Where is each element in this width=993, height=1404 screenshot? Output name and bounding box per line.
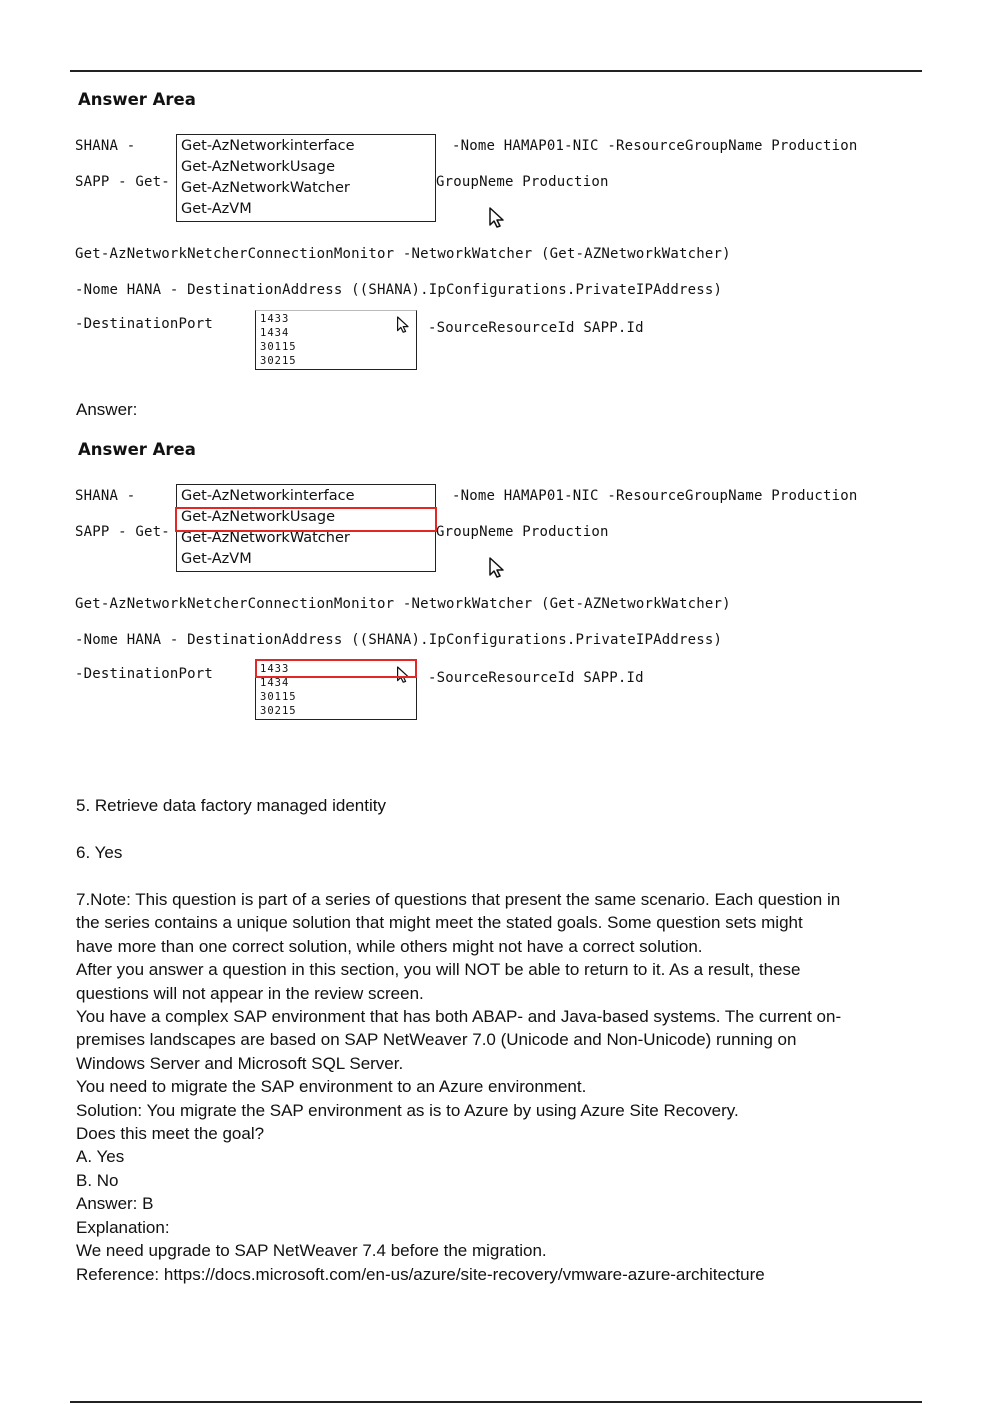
q7-explanation: We need upgrade to SAP NetWeaver 7.4 before the migration. [76,1241,547,1261]
q7-line: questions will not appear in the review screen. [76,983,424,1003]
q7-explanation-label: Explanation: [76,1217,170,1237]
answer-area-title: Answer Area [78,90,196,109]
port-option[interactable]: 1434 [260,677,290,689]
item-6: 6. Yes [76,843,123,862]
dropdown-option-selected[interactable]: Get-AzNetworkUsage [181,509,336,525]
q7-line: You need to migrate the SAP environment to an Azure environment. [76,1077,587,1097]
port-option-selected[interactable]: 1433 [260,663,290,675]
question-7 [76,888,841,1286]
port-dropdown[interactable] [255,660,417,720]
bottom-rule [70,1401,922,1403]
name-line: -Nome HANA - DestinationAddress ((SHANA).IpConfigurations.PrivateIPAddress) [75,282,723,298]
selected-port-highlight [255,659,417,678]
answer-answer-area [74,436,920,726]
port-suffix: -SourceResourceId SAPP.Id [428,320,644,336]
monitor-line: Get-AzNetworkNetcherConnectionMonitor -NetworkWatcher (Get-AZNetworkWatcher) [75,596,731,612]
port-option[interactable]: 30215 [260,705,297,717]
dropdown-option[interactable]: Get-AzNetworkWatcher [181,180,350,196]
dropdown-option[interactable]: Get-AzNetworkinterface [181,488,355,504]
port-dropdown[interactable] [255,310,417,370]
line1-suffix: -Nome HAMAP01-NIC -ResourceGroupName Production [452,488,858,504]
port-option[interactable]: 1433 [260,313,290,325]
item-5: 5. Retrieve data factory managed identity [76,796,386,815]
line2-suffix: GroupNeme Production [436,174,609,190]
shana-prefix: SHANA - [75,488,136,504]
command-dropdown[interactable] [176,134,436,222]
sapp-prefix: SAPP - Get- [75,174,170,190]
dropdown-option[interactable]: Get-AzVM [181,551,252,567]
q7-line: the series contains a unique solution that might meet the stated goals. Some question sets might [76,913,803,933]
port-suffix: -SourceResourceId SAPP.Id [428,670,644,686]
shana-prefix: SHANA - [75,138,136,154]
question-answer-area [74,86,920,376]
answer-area-title: Answer Area [78,440,196,459]
dropdown-option[interactable]: Get-AzNetworkWatcher [181,530,350,546]
q7-reference: Reference: https://docs.microsoft.com/en-us/azure/site-recovery/vmware-azure-architecture [76,1264,765,1284]
q7-line: Solution: You migrate the SAP environment as is to Azure by using Azure Site Recovery. [76,1100,739,1120]
q7-line: Does this meet the goal? [76,1124,265,1144]
port-option[interactable]: 30215 [260,355,297,367]
q7-option-a: A. Yes [76,1147,125,1167]
dropdown-option[interactable]: Get-AzNetworkinterface [181,138,355,154]
mouse-cursor-icon [488,557,508,579]
line2-suffix: GroupNeme Production [436,524,609,540]
port-option[interactable]: 1434 [260,327,290,339]
q7-line: 7.Note: This question is part of a series of questions that present the same scenario. Each question in [76,890,841,909]
q7-line: After you answer a question in this section, you will NOT be able to return to it. As a result, these [76,960,801,980]
q7-line: premises landscapes are based on SAP NetWeaver 7.0 (Unicode and Non-Unicode) running on [76,1030,797,1050]
top-rule [70,70,922,72]
mouse-cursor-icon [396,316,412,334]
dropdown-option[interactable]: Get-AzNetworkUsage [181,159,336,175]
mouse-cursor-icon [488,207,508,229]
name-line: -Nome HANA - DestinationAddress ((SHANA).IpConfigurations.PrivateIPAddress) [75,632,723,648]
dropdown-option[interactable]: Get-AzVM [181,201,252,217]
port-option[interactable]: 30115 [260,691,297,703]
answer-label: Answer: [76,400,138,419]
port-option[interactable]: 30115 [260,341,297,353]
q7-line: You have a complex SAP environment that has both ABAP- and Java-based systems. The current on- [76,1007,842,1027]
sapp-prefix: SAPP - Get- [75,524,170,540]
q7-line: Windows Server and Microsoft SQL Server. [76,1053,404,1073]
monitor-line: Get-AzNetworkNetcherConnectionMonitor -NetworkWatcher (Get-AZNetworkWatcher) [75,246,731,262]
command-dropdown[interactable] [176,484,436,572]
port-label: -DestinationPort [75,666,214,682]
port-label: -DestinationPort [75,316,214,332]
q7-option-b: B. No [76,1170,119,1190]
q7-answer: Answer: B [76,1194,154,1214]
line1-suffix: -Nome HAMAP01-NIC -ResourceGroupName Production [452,138,858,154]
selected-command-highlight [175,507,437,532]
q7-line: have more than one correct solution, while others might not have a correct solution. [76,936,703,956]
